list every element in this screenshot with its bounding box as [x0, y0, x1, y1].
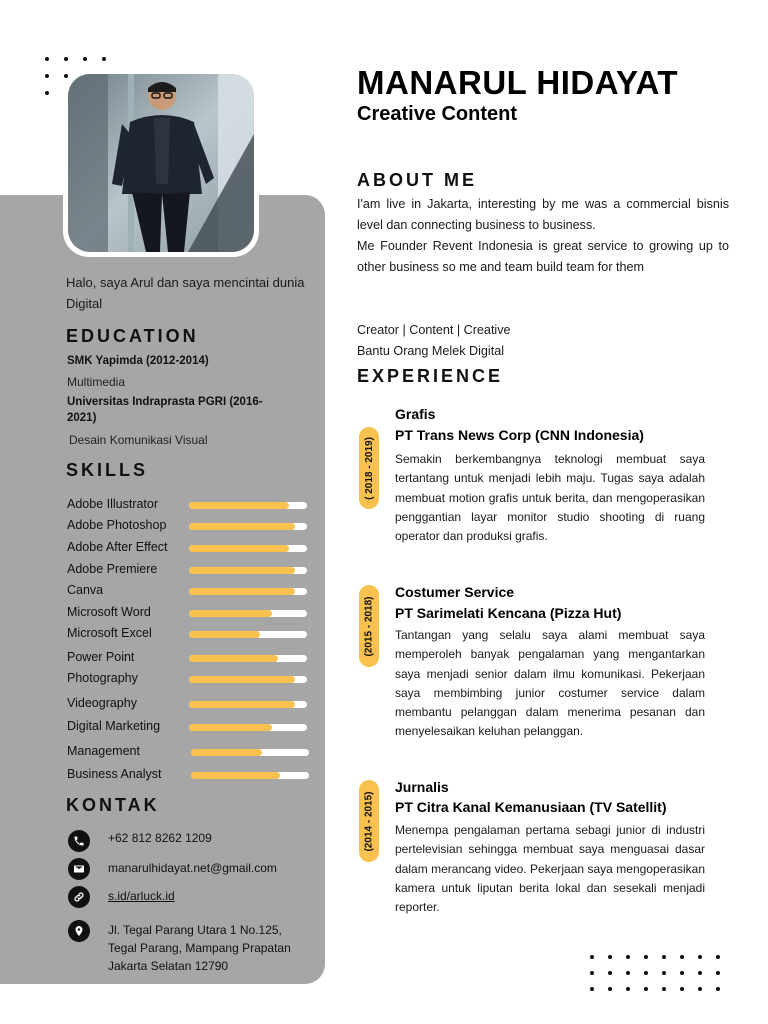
experience-years-badge	[359, 427, 379, 509]
experience-title: Costumer Service	[395, 584, 515, 600]
experience-years: ( 2018 - 2019)	[363, 436, 375, 500]
skill-bar-fill	[189, 588, 295, 595]
skill-label: Adobe Premiere	[67, 562, 158, 576]
skill-bar-fill	[189, 724, 272, 731]
skill-bar	[189, 676, 307, 683]
about-paragraph: I'am live in Jakarta, interesting by me was a commercial bisnis level dan connecting business to business.	[357, 197, 729, 232]
contact-heading: KONTAK	[66, 795, 160, 815]
experience-company: PT Sarimelati Kencana (Pizza Hut)	[395, 605, 622, 621]
skill-bar	[189, 655, 307, 662]
skill-bar-fill	[189, 545, 289, 552]
experience-years-badge	[359, 585, 379, 667]
address-line: Jl. Tegal Parang Utara 1 No.125,	[108, 923, 282, 937]
experience-years-badge	[359, 780, 379, 862]
profile-photo-frame	[63, 69, 259, 257]
experience-description: Tantangan yang selalu saya alami membuat saya memperoleh banyak pengalaman yang mengantarkan saya menjadi senior dalam ilmu komunikasi. Pekerjaan saya membimbing junior costumer service dalam membantu pelanggan dalam menerima pesanan dan menyelesaikan keluhan pelanggan.	[395, 628, 705, 739]
location-icon	[68, 920, 90, 942]
tagline: Bantu Orang Melek Digital	[357, 344, 504, 358]
skills-heading: SKILLS	[66, 460, 149, 480]
education-major: Multimedia	[67, 375, 126, 389]
skill-bar-fill	[189, 655, 278, 662]
education-school: SMK Yapimda (2012-2014)	[67, 355, 209, 367]
job-role: Creative Content	[357, 103, 518, 125]
address	[108, 921, 291, 975]
skill-label: Canva	[67, 583, 104, 597]
skill-label: Videography	[67, 696, 137, 710]
skill-bar	[189, 631, 307, 638]
skill-bar	[189, 567, 307, 574]
skill-bar-fill	[189, 701, 295, 708]
skill-bar	[191, 749, 309, 756]
skill-bar-fill	[189, 502, 289, 509]
skill-bar	[189, 588, 307, 595]
tagline: Creator | Content | Creative	[357, 323, 511, 337]
skill-label: Management	[67, 744, 140, 758]
phone-number: +62 812 8262 1209	[108, 831, 212, 845]
email-icon	[68, 858, 90, 880]
skill-label: Microsoft Word	[67, 605, 151, 619]
education-major: Desain Komunikasi Visual	[69, 433, 208, 447]
skill-bar	[189, 502, 307, 509]
full-name: MANARUL HIDAYAT	[357, 64, 679, 101]
experience-description: Menempa pengalaman pertama sebagi junior di industri pertelevisian sehingga membuat saya menguasai dasar dalam merancang video. Pekerjaan saya mengoperasikan kamera untuk liputan berita lokal dan sesekali menjadi reporter.	[395, 823, 705, 915]
address-line: Jakarta Selatan 12790	[108, 959, 229, 973]
profile-photo	[68, 74, 254, 252]
skill-bar	[189, 610, 307, 617]
link-icon	[68, 886, 90, 908]
skill-bar	[189, 545, 307, 552]
skill-bar	[189, 701, 307, 708]
skill-bar	[191, 772, 309, 779]
about-text	[357, 194, 729, 278]
skill-bar-fill	[191, 749, 262, 756]
experience-title: Jurnalis	[395, 779, 449, 795]
skill-label: Digital Marketing	[67, 719, 161, 733]
decorative-dots-bottom-right	[590, 955, 720, 991]
skill-bar-fill	[189, 610, 272, 617]
skill-label: Photography	[67, 671, 138, 685]
experience-years: (2015 - 2018)	[363, 595, 375, 657]
skill-bar-fill	[189, 523, 295, 530]
about-paragraph: Me Founder Revent Indonesia is great service to growing up to other business so me and team build team for them	[357, 239, 729, 274]
experience-title: Grafis	[395, 406, 436, 422]
skill-bar-fill	[189, 567, 295, 574]
skill-label: Power Point	[67, 650, 135, 664]
email-address[interactable]: manarulhidayat.net@gmail.com	[108, 861, 277, 875]
skill-bar-fill	[189, 676, 295, 683]
skill-label: Adobe Photoshop	[67, 518, 167, 532]
experience-company: PT Citra Kanal Kemanusiaan (TV Satellit)	[395, 799, 667, 815]
skill-label: Business Analyst	[67, 767, 162, 781]
skill-bar	[189, 523, 307, 530]
experience-description: Semakin berkembangnya teknologi membuat saya tertantang untuk menjadi lebih maju. Tugas saya adalah membuat motion grafis untuk berita, dan mengoperasikan penggantian layar monitor studio shooting di ruang operator dan produksi grafis.	[395, 452, 705, 544]
skill-label: Adobe Illustrator	[67, 497, 159, 511]
education-school: Universitas Indraprasta PGRI (2016-2021)	[67, 396, 263, 424]
experience-heading: EXPERIENCE	[357, 366, 504, 386]
skill-label: Adobe After Effect	[67, 540, 168, 554]
experience-company: PT Trans News Corp (CNN Indonesia)	[395, 427, 644, 443]
skill-bar-fill	[191, 772, 280, 779]
skill-bar-fill	[189, 631, 260, 638]
skill-label: Microsoft Excel	[67, 626, 152, 640]
intro-text: Halo, saya Arul dan saya mencintai dunia Digital	[66, 275, 305, 311]
experience-years: (2014 - 2015)	[363, 790, 375, 852]
education-heading: EDUCATION	[66, 326, 199, 346]
website-link[interactable]: s.id/arluck.id	[108, 889, 175, 903]
address-line: Tegal Parang, Mampang Prapatan	[108, 941, 291, 955]
about-heading: ABOUT ME	[357, 170, 477, 190]
phone-icon	[68, 830, 90, 852]
skill-bar	[189, 724, 307, 731]
